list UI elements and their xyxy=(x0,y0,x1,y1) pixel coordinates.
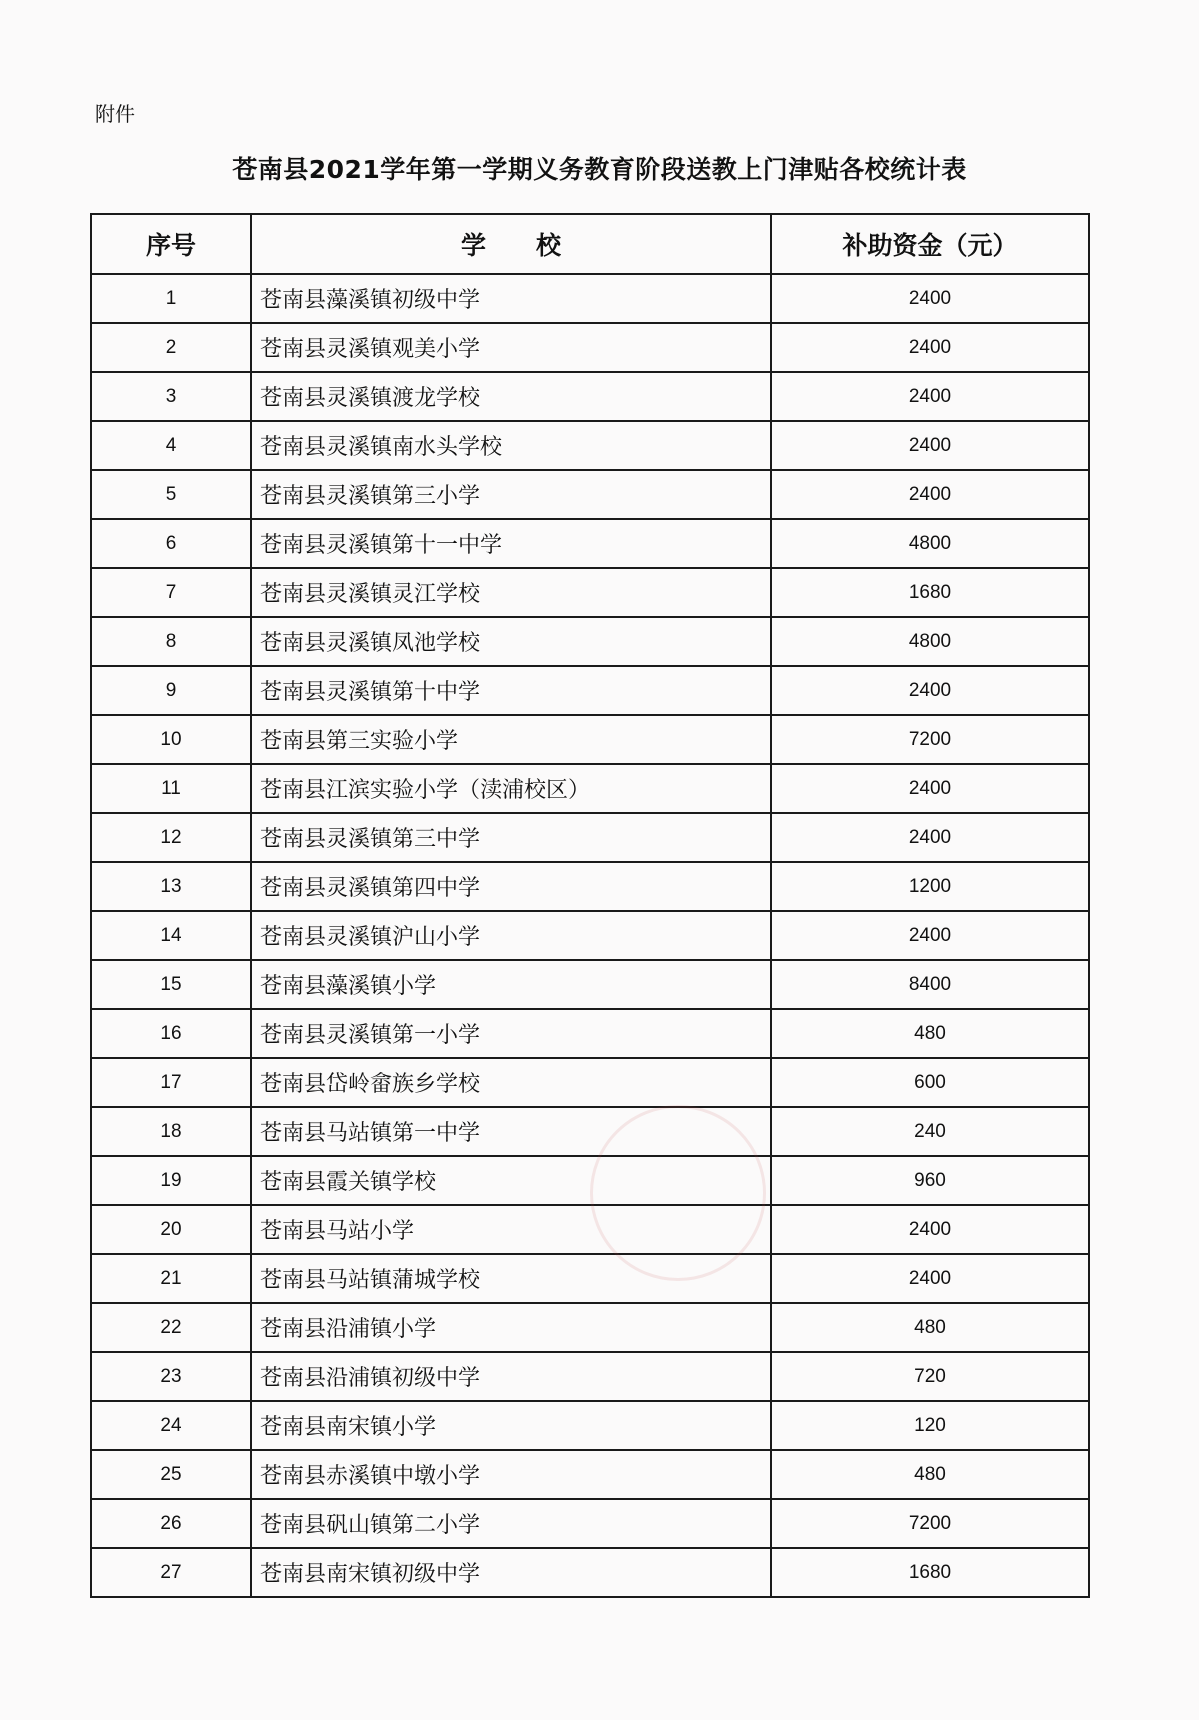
school-name: 苍南县赤溪镇中墩小学 xyxy=(251,1450,771,1499)
subsidy-amount: 2400 xyxy=(771,470,1089,519)
subsidy-amount: 2400 xyxy=(771,372,1089,421)
table-row xyxy=(91,1254,1089,1303)
subsidy-amount: 720 xyxy=(771,1352,1089,1401)
school-name: 苍南县藻溪镇初级中学 xyxy=(251,274,771,323)
school-name: 苍南县沿浦镇初级中学 xyxy=(251,1352,771,1401)
subsidy-amount: 240 xyxy=(771,1107,1089,1156)
school-name: 苍南县江滨实验小学（渎浦校区） xyxy=(251,764,771,813)
row-number: 3 xyxy=(91,372,251,421)
subsidy-amount: 480 xyxy=(771,1303,1089,1352)
school-name: 苍南县灵溪镇第十中学 xyxy=(251,666,771,715)
school-name: 苍南县灵溪镇第十一中学 xyxy=(251,519,771,568)
table-row xyxy=(91,274,1089,323)
school-name: 苍南县第三实验小学 xyxy=(251,715,771,764)
table-row xyxy=(91,1009,1089,1058)
table-header-row xyxy=(91,214,1089,274)
school-name: 苍南县灵溪镇渡龙学校 xyxy=(251,372,771,421)
row-number: 12 xyxy=(91,813,251,862)
table-row xyxy=(91,519,1089,568)
document-title: 苍南县2021学年第一学期义务教育阶段送教上门津贴各校统计表 xyxy=(232,155,967,184)
row-number: 22 xyxy=(91,1303,251,1352)
school-name: 苍南县沿浦镇小学 xyxy=(251,1303,771,1352)
school-name: 苍南县南宋镇初级中学 xyxy=(251,1548,771,1597)
table-row xyxy=(91,666,1089,715)
table-row xyxy=(91,568,1089,617)
row-number: 8 xyxy=(91,617,251,666)
school-name: 苍南县灵溪镇第三中学 xyxy=(251,813,771,862)
header-school: 学 校 xyxy=(251,214,771,274)
school-name: 苍南县马站镇蒲城学校 xyxy=(251,1254,771,1303)
table-row xyxy=(91,1548,1089,1597)
row-number: 2 xyxy=(91,323,251,372)
row-number: 21 xyxy=(91,1254,251,1303)
subsidy-amount: 2400 xyxy=(771,421,1089,470)
subsidy-amount: 2400 xyxy=(771,911,1089,960)
subsidy-amount: 1680 xyxy=(771,568,1089,617)
row-number: 9 xyxy=(91,666,251,715)
school-name: 苍南县灵溪镇第四中学 xyxy=(251,862,771,911)
school-name: 苍南县灵溪镇凤池学校 xyxy=(251,617,771,666)
attachment-label: 附件 xyxy=(95,102,135,126)
subsidy-amount: 2400 xyxy=(771,274,1089,323)
row-number: 6 xyxy=(91,519,251,568)
table-row xyxy=(91,1205,1089,1254)
school-name: 苍南县灵溪镇第一小学 xyxy=(251,1009,771,1058)
header-amount: 补助资金（元） xyxy=(771,214,1089,274)
table-row xyxy=(91,1156,1089,1205)
school-name: 苍南县灵溪镇南水头学校 xyxy=(251,421,771,470)
row-number: 13 xyxy=(91,862,251,911)
table-row xyxy=(91,617,1089,666)
school-name: 苍南县灵溪镇观美小学 xyxy=(251,323,771,372)
subsidy-amount: 480 xyxy=(771,1450,1089,1499)
table-row xyxy=(91,1401,1089,1450)
subsidy-table-container xyxy=(90,213,1088,1598)
subsidy-amount: 2400 xyxy=(771,323,1089,372)
subsidy-amount: 8400 xyxy=(771,960,1089,1009)
subsidy-amount: 1200 xyxy=(771,862,1089,911)
subsidy-amount: 2400 xyxy=(771,764,1089,813)
row-number: 17 xyxy=(91,1058,251,1107)
row-number: 7 xyxy=(91,568,251,617)
row-number: 1 xyxy=(91,274,251,323)
table-row xyxy=(91,862,1089,911)
table-row xyxy=(91,1499,1089,1548)
table-row xyxy=(91,1303,1089,1352)
row-number: 25 xyxy=(91,1450,251,1499)
header-no: 序号 xyxy=(91,214,251,274)
row-number: 5 xyxy=(91,470,251,519)
subsidy-amount: 2400 xyxy=(771,1205,1089,1254)
subsidy-amount: 2400 xyxy=(771,1254,1089,1303)
subsidy-amount: 600 xyxy=(771,1058,1089,1107)
row-number: 14 xyxy=(91,911,251,960)
table-row xyxy=(91,1058,1089,1107)
table-row xyxy=(91,1107,1089,1156)
school-name: 苍南县马站小学 xyxy=(251,1205,771,1254)
school-name: 苍南县岱岭畲族乡学校 xyxy=(251,1058,771,1107)
school-name: 苍南县灵溪镇沪山小学 xyxy=(251,911,771,960)
row-number: 26 xyxy=(91,1499,251,1548)
table-row xyxy=(91,960,1089,1009)
table-row xyxy=(91,1450,1089,1499)
row-number: 11 xyxy=(91,764,251,813)
row-number: 20 xyxy=(91,1205,251,1254)
row-number: 16 xyxy=(91,1009,251,1058)
school-name: 苍南县南宋镇小学 xyxy=(251,1401,771,1450)
table-body xyxy=(91,274,1089,1597)
subsidy-amount: 7200 xyxy=(771,1499,1089,1548)
table-row xyxy=(91,813,1089,862)
table-row xyxy=(91,715,1089,764)
subsidy-amount: 120 xyxy=(771,1401,1089,1450)
table-row xyxy=(91,323,1089,372)
row-number: 24 xyxy=(91,1401,251,1450)
subsidy-amount: 1680 xyxy=(771,1548,1089,1597)
row-number: 27 xyxy=(91,1548,251,1597)
subsidy-amount: 7200 xyxy=(771,715,1089,764)
table-row xyxy=(91,421,1089,470)
subsidy-amount: 480 xyxy=(771,1009,1089,1058)
row-number: 4 xyxy=(91,421,251,470)
row-number: 18 xyxy=(91,1107,251,1156)
school-name: 苍南县藻溪镇小学 xyxy=(251,960,771,1009)
subsidy-table xyxy=(90,213,1090,1598)
subsidy-amount: 4800 xyxy=(771,519,1089,568)
school-name: 苍南县灵溪镇灵江学校 xyxy=(251,568,771,617)
row-number: 10 xyxy=(91,715,251,764)
school-name: 苍南县矾山镇第二小学 xyxy=(251,1499,771,1548)
subsidy-amount: 2400 xyxy=(771,666,1089,715)
subsidy-amount: 2400 xyxy=(771,813,1089,862)
school-name: 苍南县霞关镇学校 xyxy=(251,1156,771,1205)
table-row xyxy=(91,911,1089,960)
subsidy-amount: 4800 xyxy=(771,617,1089,666)
school-name: 苍南县马站镇第一中学 xyxy=(251,1107,771,1156)
table-row xyxy=(91,1352,1089,1401)
table-row xyxy=(91,470,1089,519)
row-number: 19 xyxy=(91,1156,251,1205)
table-row xyxy=(91,372,1089,421)
row-number: 15 xyxy=(91,960,251,1009)
table-row xyxy=(91,764,1089,813)
school-name: 苍南县灵溪镇第三小学 xyxy=(251,470,771,519)
subsidy-amount: 960 xyxy=(771,1156,1089,1205)
row-number: 23 xyxy=(91,1352,251,1401)
